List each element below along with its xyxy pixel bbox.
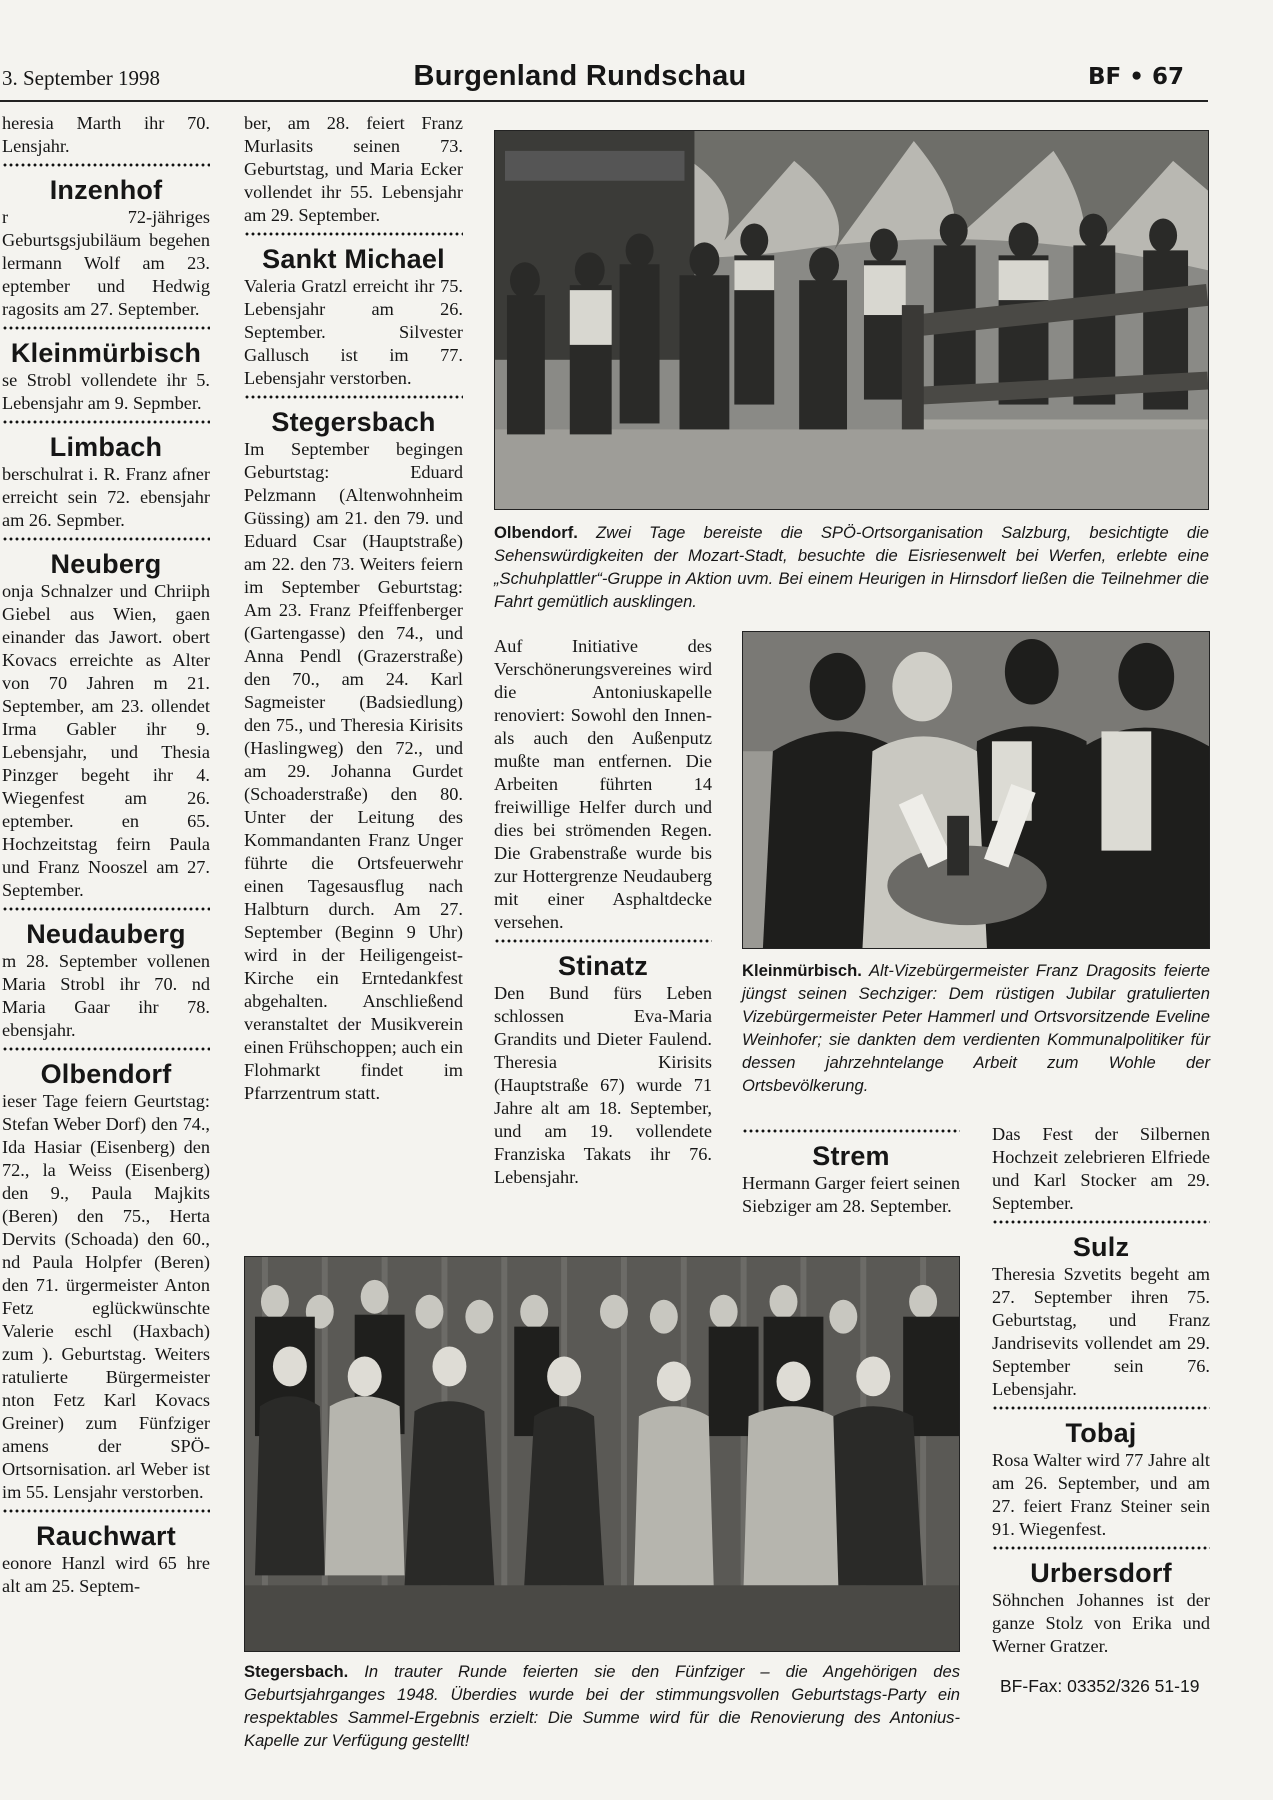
column-5 (992, 1123, 1210, 1658)
dotted-separator (2, 1508, 210, 1514)
locality-heading: Urbersdorf (1030, 1558, 1172, 1588)
column-2 (244, 112, 463, 1105)
news-paragraph: m 28. September vollenen Maria Strobl ihr 70. nd Maria Gaar ihr 78. ebensjahr. (2, 951, 210, 1040)
news-paragraph: Hermann Garger feiert seinen Siebziger am 28. September. (742, 1173, 960, 1216)
dotted-separator (2, 419, 210, 425)
news-paragraph: se Strobl vollendete ihr 5. Lebensjahr am 9. Sepmber. (2, 370, 210, 413)
locality-heading: Stinatz (558, 951, 648, 981)
dotted-separator (244, 231, 463, 237)
locality-heading: Limbach (49, 432, 163, 462)
dotted-separator (2, 162, 210, 168)
news-paragraph: ieser Tage feiern Geurtstag: Stefan Weber Dorf) den 74., Ida Hasiar (Eisenberg) den 72., la Weiss (Eisenberg) den 9., Paula Majkits (Beren) den 75., Herta Dervits (Schoada) den 60., nd Paula Holpfer (Beren) den 71. ürgermeister Anton Fetz eglückwünschte Valerie eschl (Haxbach) zum ). Geburtstag. Weiters ratulierte Bürgermeister nton Fetz Karl Kovacs Greiner) zum Fünfziger amens der SPÖ-Ortsornisation. arl Weber ist im 55. Lensjahr verstorben. (2, 1091, 210, 1502)
news-paragraph: Das Fest der Silbernen Hochzeit zelebrieren Elfriede und Karl Stocker am 29. September. (992, 1124, 1210, 1213)
fax-number: BF-Fax: 03352/326 51-19 (1000, 1676, 1200, 1696)
news-paragraph: Valeria Gratzl erreicht ihr 75. Lebensjahr am 26. September. Silvester Gallusch ist im 77. Lebensjahr verstorben. (244, 276, 463, 388)
caption-place: Kleinmürbisch. (742, 961, 862, 980)
dotted-separator (2, 906, 210, 912)
column-3 (494, 635, 712, 1189)
news-paragraph: Theresia Szvetits begeht am 27. September ihren 75. Geburtstag, und Franz Jandrisevits vollendet am 29. September sein 76. Lebensjahr. (992, 1264, 1210, 1399)
news-paragraph: Rosa Walter wird 77 Jahre alt am 26. September, und am 27. feiert Franz Steiner sein 91. Wiegenfest. (992, 1450, 1210, 1539)
news-paragraph: heresia Marth ihr 70. Lensjahr. (2, 113, 210, 156)
column-4 (742, 1124, 960, 1218)
column-1 (2, 112, 210, 1598)
issue-date: 3. September 1998 (2, 66, 161, 90)
locality-heading: Sulz (1072, 1232, 1130, 1262)
page-number: BF • 67 (1088, 64, 1184, 90)
photo-kleinmuerbisch-jubilar (742, 631, 1210, 949)
locality-heading: Kleinmürbisch (10, 338, 202, 368)
locality-heading: Neudauberg (26, 919, 186, 949)
caption-text: In trauter Runde feierten sie den Fünfziger – die Angehörigen des Geburtsjahrganges 1948. Überdies wurde bei der stimmungsvollen Geburtstags-Party ein respektables Sammel-Ergebnis erzielt: Die Summe wird für die Renovierung des Antonius-Kapelle zur Verfügung gestellt! (244, 1662, 960, 1750)
newspaper-title: Burgenland Rundschau (413, 60, 747, 92)
news-paragraph: Den Bund fürs Leben schlossen Eva-Maria Grandits und Dieter Faulend. Theresia Kirisits (Hauptstraße 67) wurde 71 Jahre alt am 18. September, und am 19. vollendete Franziska Takats ihr 76. Lebensjahr. (494, 983, 712, 1187)
news-paragraph: onja Schnalzer und Chriiph Giebel aus Wien, gaen einander das Jawort. obert Kovacs erreichte as Alter von 70 Jahren m 21. September, am 23. ollendet Irma Gabler ihr 9. Lebensjahr, und Thesia Pinzger begeht ihr 4. Wiegenfest am 26. eptember. en 65. Hochzeitstag feirn Paula und Franz Nooszel am 27. September. (2, 581, 210, 900)
dotted-separator (2, 536, 210, 542)
photo-stegersbach-jahrgang (244, 1256, 960, 1652)
news-paragraph: ber, am 28. feiert Franz Murlasits seinen 73. Geburtstag, und Maria Ecker vollendet ihr 55. Lebensjahr am 29. September. (244, 113, 463, 225)
news-paragraph: Auf Initiative des Verschönerungsvereines wird die Antoniuskapelle renoviert: Sowohl den Innen- als auch den Außenputz mußte man entfernen. Die Arbeiten führten 14 freiwillige Helfer durch und dies bei strömenden Regen. Die Grabenstraße wurde bis zur Hottergrenze Neudauberg mit einer Asphaltdecke versehen. (494, 636, 712, 932)
locality-heading: Strem (812, 1141, 890, 1171)
caption-place: Olbendorf. (494, 523, 578, 542)
news-paragraph: berschulrat i. R. Franz afner erreicht sein 72. ebensjahr am 26. Sepmber. (2, 464, 210, 530)
dotted-separator (992, 1219, 1210, 1225)
header-rule (0, 100, 1208, 102)
caption-place: Stegersbach. (244, 1662, 349, 1681)
news-paragraph: eonore Hanzl wird 65 hre alt am 25. Septem- (2, 1553, 210, 1596)
dotted-separator (2, 325, 210, 331)
news-paragraph: Söhnchen Johannes ist der ganze Stolz von Erika und Werner Gratzer. (992, 1590, 1210, 1656)
caption-kleinmuerbisch (742, 959, 1210, 1097)
dotted-separator (992, 1545, 1210, 1551)
dotted-separator (992, 1405, 1210, 1411)
news-paragraph: Im September begingen Geburtstag: Eduard Pelzmann (Altenwohnheim Güssing) am 21. den 79. und Eduard Csar (Hauptstraße) am 22. den 73. Weiters feiern im September Geburtstag: Am 23. Franz Pfeiffenberger (Gartengasse) den 74., und Anna Pendl (Grazerstraße) den 70., am 24. Karl Sagmeister (Badsiedlung) den 75., und Theresia Kirisits (Haslingweg) den 72., und am 29. Johanna Gurdet (Schoaderstraße) den 80. Unter der Leitung des Kommandanten Franz Unger führte die Ortsfeuerwehr einen Tagesausflug nach Halbturn durch. Am 27. September (Beginn 9 Uhr) wird in der Heiligengeist-Kirche ein Erntedankfest abgehalten. Anschließend veranstaltet der Musikverein einen Frühschoppen; auch ein Flohmarkt findet im Pfarrzentrum statt. (244, 439, 463, 1103)
locality-heading: Sankt Michael (262, 244, 445, 274)
locality-heading: Tobaj (1065, 1418, 1137, 1448)
caption-text: Alt-Vizebürgermeister Franz Dragosits feierte jüngst seinen Sechziger: Dem rüstigen Jubilar gratulierten Vizebürgermeister Peter Hammerl und Ortsvorsitzende Eveline Weinhofer; sie dankten dem verdienten Kommunalpolitiker für dessen jahrzehntelange Arbeit zum Wohle der Ortsbevölkerung. (742, 961, 1210, 1095)
locality-heading: Stegersbach (271, 407, 436, 437)
locality-heading: Olbendorf (40, 1059, 172, 1089)
caption-stegersbach (244, 1660, 960, 1752)
dotted-separator (244, 394, 463, 400)
news-paragraph: r 72-jähriges Geburtsgsjubiläum begehen lermann Wolf am 23. eptember und Hedwig ragosits am 27. September. (2, 207, 210, 319)
caption-olbendorf (494, 521, 1209, 613)
photo-olbendorf-group (494, 130, 1209, 510)
dotted-separator (494, 938, 712, 944)
locality-heading: Inzenhof (49, 175, 163, 205)
dotted-separator (742, 1128, 960, 1134)
dotted-separator (2, 1046, 210, 1052)
locality-heading: Neuberg (50, 549, 162, 579)
caption-text: Zwei Tage bereiste die SPÖ-Ortsorganisation Salzburg, besichtigte die Sehenswürdigkeiten der Mozart-Stadt, besuchte die Eisriesenwelt bei Werfen, erlebte eine „Schuhplattler“-Gruppe in Aktion uvm. Bei einem Heurigen in Hirnsdorf ließen die Teilnehmer die Fahrt gemütlich ausklingen. (494, 523, 1209, 611)
locality-heading: Rauchwart (36, 1521, 176, 1551)
